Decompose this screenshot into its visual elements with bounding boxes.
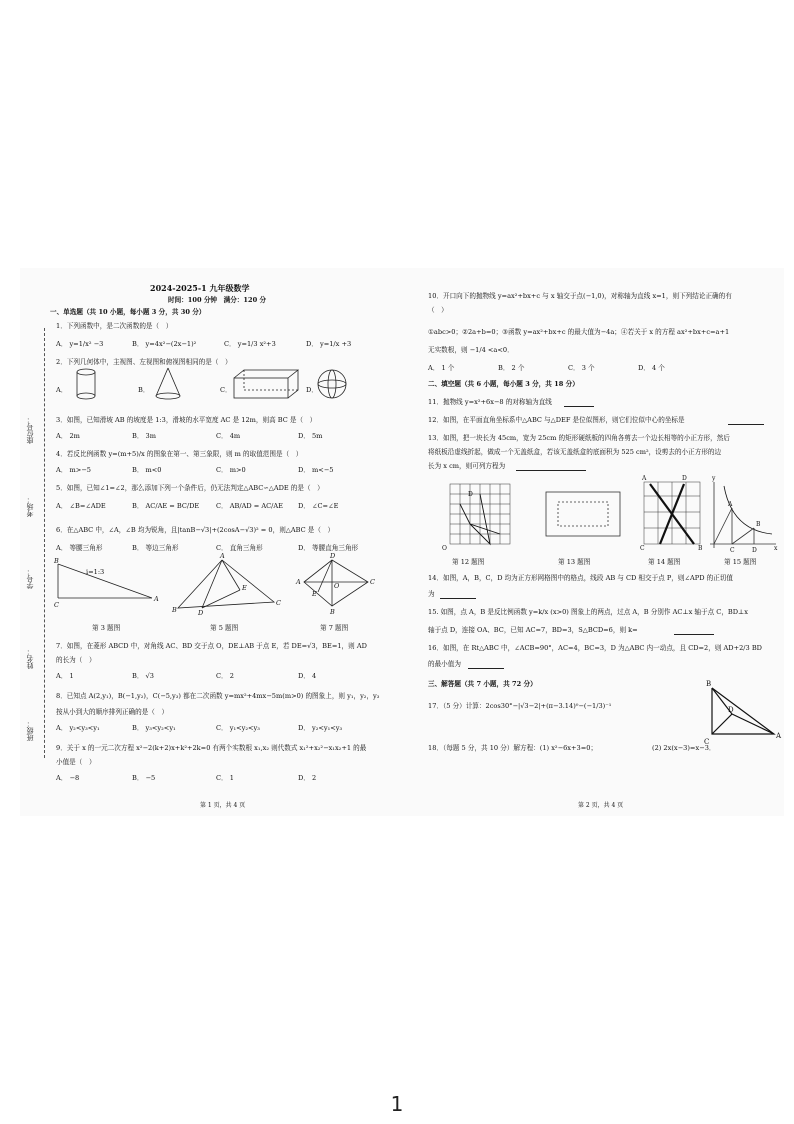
q7-option-b: B． √3 xyxy=(132,672,154,680)
svg-text:C: C xyxy=(730,547,735,554)
exam-room-label: 考场： xyxy=(26,496,34,517)
q1-option-c: C． y=1/3 x²+3 xyxy=(224,340,276,348)
question-14-cont: 为 xyxy=(428,590,435,598)
class-label: 班级： xyxy=(26,720,34,741)
svg-text:D: D xyxy=(198,609,204,617)
name-label: 姓名： xyxy=(26,648,34,669)
question-11: 11．抛物线 y=x²+6x−8 的对称轴为直线 xyxy=(428,398,552,406)
question-6: 6．在△ABC 中，∠A，∠B 均为锐角，且|tanB−√3|+(2cosA−√3)² = 0，则△ABC 是（ ） xyxy=(56,526,335,534)
q2-option-c: C． xyxy=(220,386,232,394)
question-13-cont2: 长为 x cm，则可列方程为 xyxy=(428,462,506,470)
question-14: 14．如图，A，B，C，D 均为正方形网格图中的格点，线段 AB 与 CD 相交于点 P，则∠APD 的正切值 xyxy=(428,574,733,582)
svg-text:A: A xyxy=(220,552,225,560)
q4-option-d: D． m<−5 xyxy=(298,466,334,474)
q4-option-c: C． m>0 xyxy=(216,466,246,474)
q6-option-a: A． 等腰三角形 xyxy=(56,544,103,552)
question-10: 10．开口向下的抛物线 y=ax²+bx+c 与 x 轴交于点(−1,0)，对称轴为直线 x=1，则下列结论正确的有 xyxy=(428,292,732,300)
svg-text:C: C xyxy=(54,601,59,609)
svg-text:x: x xyxy=(774,545,778,552)
svg-text:B: B xyxy=(698,545,703,552)
fig-12-caption: 第 12 题图 xyxy=(452,558,485,566)
svg-text:D: D xyxy=(752,547,757,554)
slope-figure xyxy=(58,564,152,598)
q1-option-b: B． y=4x²−(2x−1)² xyxy=(132,340,197,348)
question-7-cont: 的长为（ ） xyxy=(56,656,96,664)
q6-option-d: D． 等腰直角三角形 xyxy=(298,544,359,552)
svg-text:D: D xyxy=(330,552,336,560)
svg-text:D: D xyxy=(468,491,473,498)
section-3-heading: 三、解答题（共 7 小题，共 72 分） xyxy=(428,680,537,688)
question-13-cont: 将纸板沿虚线折起，做成一个无盖纸盒，若该无盖纸盒的底面积为 525 cm²，设剪去的小正方形的边 xyxy=(428,448,722,456)
question-1: 1．下列函数中，是二次函数的是（ ） xyxy=(56,322,173,330)
question-16-cont: 的最小值为 xyxy=(428,660,461,668)
triangle-figure-5 xyxy=(178,560,274,608)
q5-option-c: C． AB/AD = AC/AE xyxy=(216,502,283,510)
q8-option-a: A． y₂<y₃<y₁ xyxy=(56,724,100,732)
svg-text:A: A xyxy=(776,732,782,740)
svg-text:B: B xyxy=(172,606,177,614)
fig-13-caption: 第 13 题图 xyxy=(558,558,591,566)
svg-text:D: D xyxy=(728,706,734,714)
question-5: 5．如图，已知∠1=∠2，那么添加下列一个条件后，仍无法判定△ABC∽△ADE 的是（ ） xyxy=(56,484,324,492)
question-9: 9．关于 x 的一元二次方程 x²−2(k+2)x+k²+2k=0 有两个实数根 x₁,x₂ 则代数式 x₁²+x₂²−x₁x₂+1 的最 xyxy=(56,744,367,752)
q9-option-a: A． −8 xyxy=(56,774,80,782)
q2-option-d: D． xyxy=(306,386,318,394)
q5-option-a: A． ∠B=∠ADE xyxy=(56,502,106,510)
question-15-cont: 轴于点 D，连接 OA、BC，已知 AC=7，BD=3，S△BCD=6，则 k= xyxy=(428,626,638,634)
svg-text:y: y xyxy=(712,475,716,482)
svg-text:A: A xyxy=(154,595,159,603)
q10-option-d: D． 4 个 xyxy=(638,364,665,372)
seat-number-label: 座位号： xyxy=(26,416,34,444)
fig-15-caption: 第 15 题图 xyxy=(724,558,757,566)
question-10-statements: ①abc>0；②2a+b=0；③函数 y=ax²+bx+c 的最大值为−4a；④若关于 x 的方程 ax²+bx+c=a+1 xyxy=(428,328,730,336)
question-15: 15. 如图，点 A，B 是反比例函数 y=k/x (x>0) 图象上的两点，过点 A，B 分别作 AC⊥x 轴于点 C，BD⊥x xyxy=(428,608,748,616)
q9-option-d: D． 2 xyxy=(298,774,317,782)
section-2-heading: 二、填空题（共 6 小题，每小题 3 分，共 18 分） xyxy=(428,380,579,388)
figures-3-5-7 xyxy=(50,268,402,816)
slope-ratio-label: i=1:3 xyxy=(86,568,105,576)
question-12: 12．如图，在平面直角坐标系中△ABC 与△DEF 是位似图形，则它们位似中心的坐标是 xyxy=(428,416,685,424)
question-18-part2: (2) 2x(x−3)=x−3． xyxy=(652,744,716,752)
question-16: 16．如图，在 Rt△ABC 中，∠ACB=90°，AC=4，BC=3，D 为△ABC 内一动点，且 CD=2，则 AD+2/3 BD xyxy=(428,644,762,652)
svg-text:E: E xyxy=(242,584,247,592)
q7-option-a: A． 1 xyxy=(56,672,74,680)
question-17: 17．（5 分）计算：2cos30°−|√3−2|+(π−3.14)⁰−(−1/3)⁻¹ xyxy=(428,702,612,710)
svg-text:B: B xyxy=(706,680,712,688)
question-3: 3．如图，已知滑坡 AB 的坡度是 1:3，滑坡的水平宽度 AC 是 12m，则高 BC 是（ ） xyxy=(56,416,317,424)
page-number: 1 xyxy=(390,1092,404,1116)
q3-option-b: B． 3m xyxy=(132,432,156,440)
svg-text:C: C xyxy=(640,545,645,552)
q6-option-c: C． 直角三角形 xyxy=(216,544,263,552)
q6-option-b: B． 等边三角形 xyxy=(132,544,179,552)
svg-text:B: B xyxy=(330,608,335,616)
question-9-cont: 小值是（ ） xyxy=(56,758,96,766)
exam-title: 2024-2025-1 九年级数学 xyxy=(150,283,250,293)
q3-option-a: A． 2m xyxy=(56,432,80,440)
q10-option-b: B． 2 个 xyxy=(498,364,525,372)
svg-text:A: A xyxy=(642,475,647,482)
triangle-figure-16 xyxy=(428,268,780,816)
fig-7-caption: 第 7 题图 xyxy=(320,624,349,632)
fig-3-caption: 第 3 题图 xyxy=(92,624,121,632)
question-8: 8．已知点 A(2,y₁)，B(−1,y₂)，C(−5,y₃) 都在二次函数 y=mx²+4mx−5m(m>0) 的图象上，则 y₁，y₂，y₃ xyxy=(56,692,380,700)
svg-text:C: C xyxy=(276,599,281,607)
left-page-footer: 第 1 页，共 4 页 xyxy=(200,802,246,809)
question-13: 13．如图，把一块长为 45cm，宽为 25cm 的矩形硬纸板的四角各剪去一个边长相等的小正方形，然后 xyxy=(428,434,730,442)
q2-option-b: B． xyxy=(138,386,150,394)
section-1-heading: 一、单选题（共 10 小题，每小题 3 分，共 30 分） xyxy=(50,308,206,316)
svg-text:O: O xyxy=(442,545,447,552)
question-7: 7．如图，在菱形 ABCD 中，对角线 AC、BD 交于点 O，DE⊥AB 于点 E，若 DE=√3，BE=1，则 AD xyxy=(56,642,367,650)
question-2: 2．下列几何体中，主视图、左视图和俯视图相同的是（ ） xyxy=(56,358,232,366)
q8-option-d: D． y₂<y₁<y₃ xyxy=(298,724,343,732)
q8-option-c: C． y₁<y₂<y₃ xyxy=(216,724,260,732)
question-4: 4．若反比例函数 y=(m+5)/x 的图象在第一、第三象限，则 m 的取值范围是（ ） xyxy=(56,450,303,458)
question-10-paren: （ ） xyxy=(428,306,448,314)
binding-line xyxy=(44,328,45,758)
q10-option-a: A． 1 个 xyxy=(428,364,455,372)
q5-option-b: B． AC/AE = BC/DE xyxy=(132,502,200,510)
q4-option-a: A． m>−5 xyxy=(56,466,91,474)
question-18: 18．（每题 5 分，共 10 分）解方程：(1) x²−6x+3=0； xyxy=(428,744,598,752)
q4-option-b: B． m<0 xyxy=(132,466,162,474)
q1-option-a: A． y=1/x² −3 xyxy=(56,340,104,348)
right-page-footer: 第 2 页，共 4 页 xyxy=(578,802,624,809)
q8-option-b: B． y₃<y₂<y₁ xyxy=(132,724,176,732)
exam-meta: 时间：100 分钟 满分：120 分 xyxy=(168,296,267,304)
svg-text:A: A xyxy=(296,578,301,586)
q3-option-d: D． 5m xyxy=(298,432,323,440)
svg-text:B: B xyxy=(756,521,761,528)
q10-option-c: C． 3 个 xyxy=(568,364,595,372)
svg-text:C: C xyxy=(370,578,375,586)
svg-text:C: C xyxy=(704,738,710,746)
fig-5-caption: 第 5 题图 xyxy=(210,624,239,632)
q1-option-d: D． y=1/x +3 xyxy=(306,340,352,348)
svg-text:D: D xyxy=(682,475,687,482)
q7-option-c: C． 2 xyxy=(216,672,234,680)
q5-option-d: D． ∠C=∠E xyxy=(298,502,339,510)
svg-text:A: A xyxy=(728,501,733,508)
svg-text:B: B xyxy=(54,557,59,565)
q2-option-a: A． xyxy=(56,386,68,394)
svg-text:O: O xyxy=(334,582,340,590)
q3-option-c: C． 4m xyxy=(216,432,241,440)
question-10-cont: 无实数根，则 −1/4 <a<0． xyxy=(428,346,514,354)
fig-14-caption: 第 14 题图 xyxy=(648,558,681,566)
q9-option-b: B． −5 xyxy=(132,774,156,782)
exam-sheet xyxy=(20,268,784,816)
student-id-label: 学号： xyxy=(26,568,34,589)
q7-option-d: D． 4 xyxy=(298,672,317,680)
question-8-cont: 按从小到大的顺序排列正确的是（ ） xyxy=(56,708,169,716)
q9-option-c: C． 1 xyxy=(216,774,234,782)
svg-text:E: E xyxy=(312,590,317,598)
